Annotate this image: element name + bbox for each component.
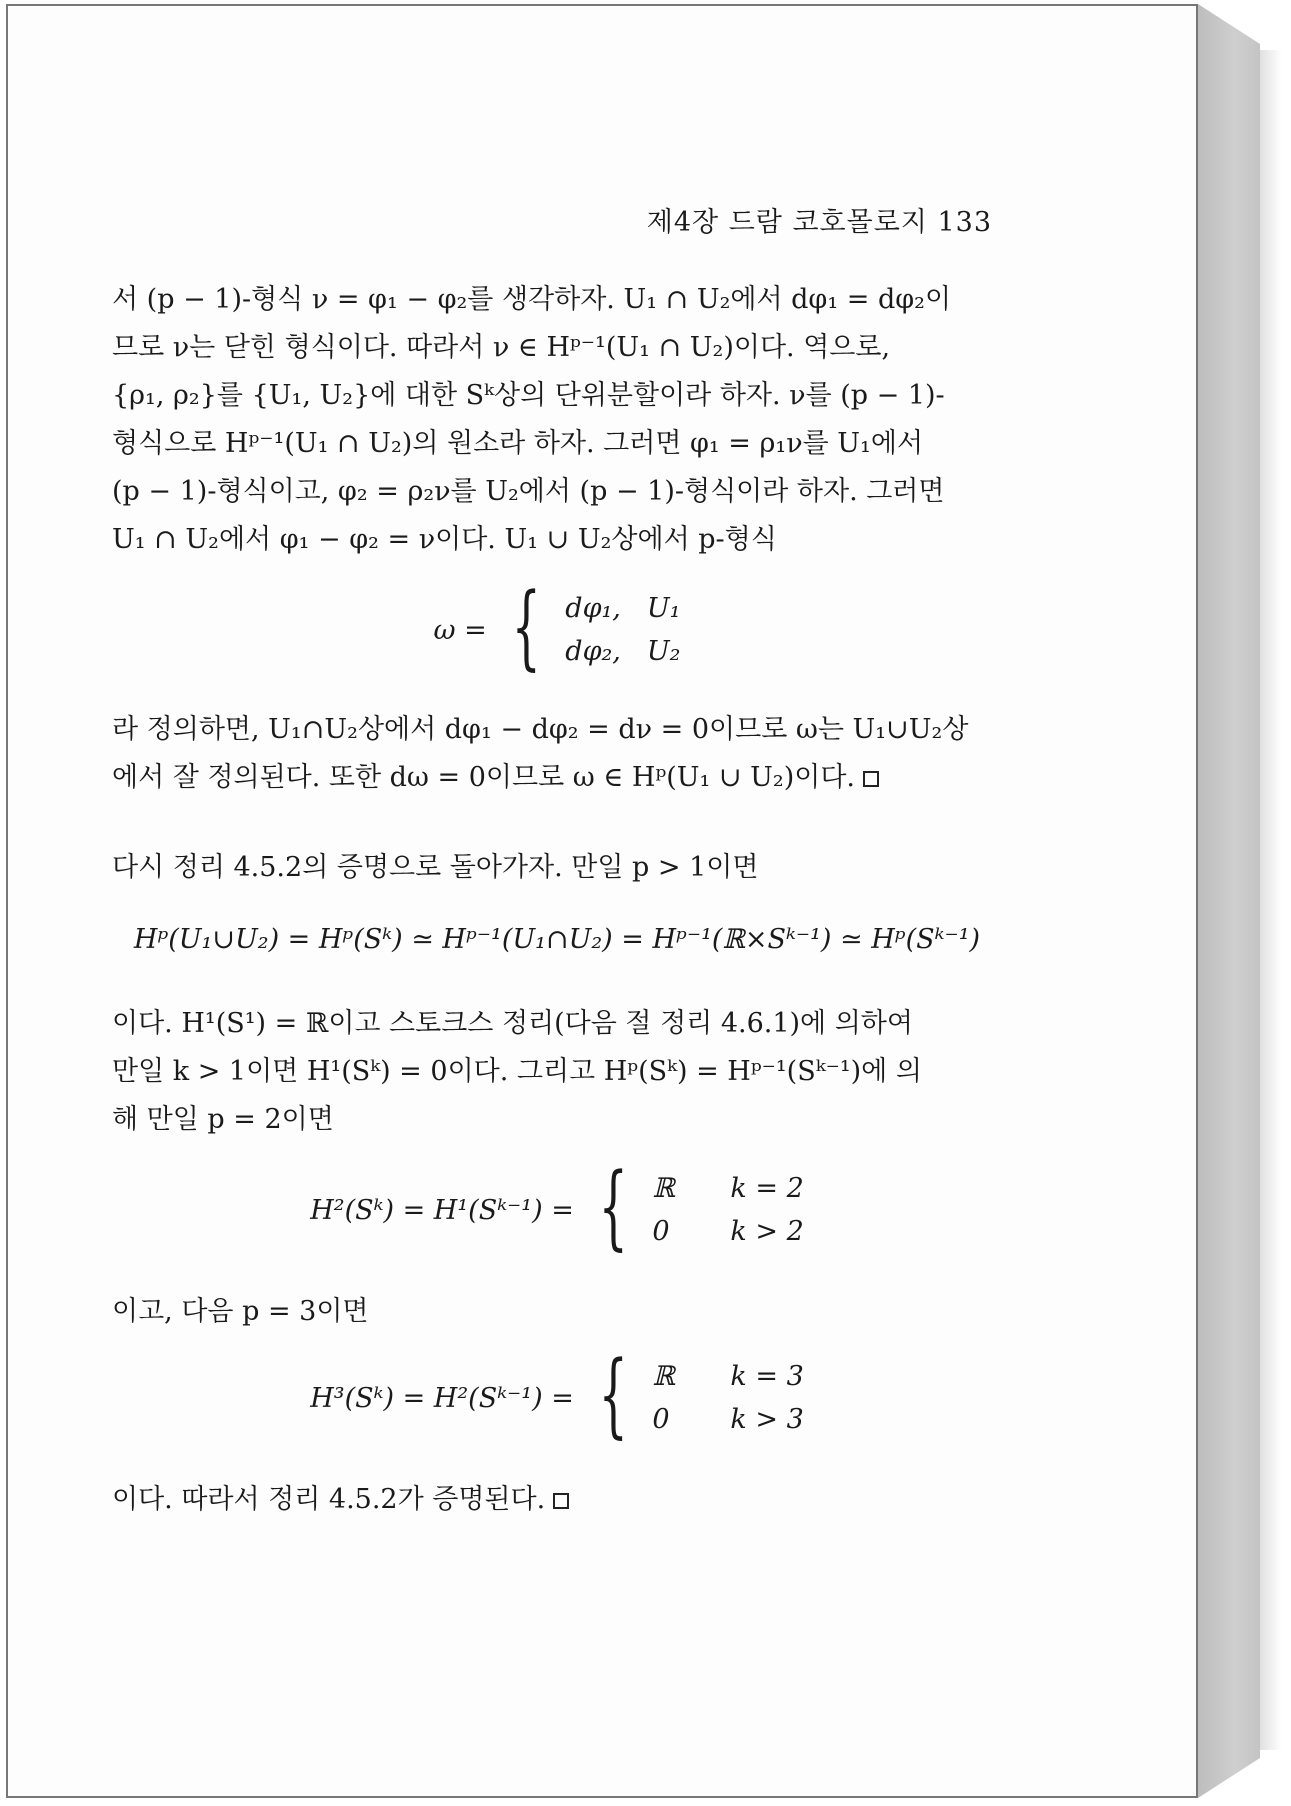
- cases: [652, 1361, 803, 1435]
- case-expr: 0: [652, 1404, 670, 1435]
- book-page: [6, 4, 1198, 1798]
- case-cond: k = 2: [730, 1173, 804, 1204]
- text-line: 라 정의하면, U₁∩U₂상에서 dφ₁ − dφ₂ = dν = 0이므로 ω는 U₁∪U₂상: [112, 714, 969, 745]
- eq-lhs: H²(Sᵏ) = H¹(Sᵏ⁻¹) =: [310, 1194, 574, 1226]
- text-line: U₁ ∩ U₂에서 φ₁ − φ₂ = ν이다. U₁ ∪ U₂상에서 p-형식: [112, 524, 777, 555]
- text-line: 형식으로 Hᵖ⁻¹(U₁ ∩ U₂)의 원소라 하자. 그러면 φ₁ = ρ₁ν를 U₁에서: [112, 428, 924, 459]
- paragraph-5: [112, 1288, 1002, 1336]
- qed-box-icon: [863, 771, 879, 787]
- text-line: 에서 잘 정의된다. 또한 dω = 0이므로 ω ∈ Hᵖ(U₁ ∪ U₂)이다.: [112, 754, 1002, 802]
- case-cond: k = 3: [730, 1361, 804, 1392]
- text-line: 해 만일 p = 2이면: [112, 1104, 334, 1135]
- qed-box-icon: [553, 1493, 569, 1509]
- left-brace: {: [598, 1153, 628, 1260]
- text-line: 이다. 따라서 정리 4.5.2가 증명된다.: [112, 1476, 1002, 1524]
- equation-cohomology-chain: Hᵖ(U₁∪U₂) = Hᵖ(Sᵏ) ≃ Hᵖ⁻¹(U₁∩U₂) = Hᵖ⁻¹(ℝ×Sᵏ⁻¹) ≃ Hᵖ(Sᵏ⁻¹): [133, 924, 981, 955]
- text-line: 만일 k > 1이면 H¹(Sᵏ) = 0이다. 그리고 Hᵖ(Sᵏ) = Hᵖ⁻¹(Sᵏ⁻¹)에 의: [112, 1056, 922, 1087]
- case-expr: dφ₁,: [565, 593, 621, 624]
- eq-lhs: ω =: [433, 614, 487, 646]
- text-line: 서 (p − 1)-형식 ν = φ₁ − φ₂를 생각하자. U₁ ∩ U₂에서 dφ₁ = dφ₂이: [112, 284, 952, 315]
- running-header: 제4장 드람 코호몰로지 133: [646, 207, 992, 238]
- cases: [652, 1173, 803, 1247]
- case-expr: ℝ: [652, 1361, 675, 1392]
- text-line: 다시 정리 4.5.2의 증명으로 돌아가자. 만일 p > 1이면: [112, 852, 759, 883]
- eq-lhs: H³(Sᵏ) = H²(Sᵏ⁻¹) =: [310, 1382, 574, 1414]
- book-spine: [1198, 4, 1260, 1798]
- text-line: 므로 ν는 닫힌 형식이다. 따라서 ν ∈ Hᵖ⁻¹(U₁ ∩ U₂)이다. 역으로,: [112, 332, 891, 363]
- case-cond: k > 3: [730, 1404, 804, 1435]
- case-expr: ℝ: [652, 1173, 675, 1204]
- case-cond: U₁: [646, 593, 681, 624]
- case-expr: 0: [652, 1216, 670, 1247]
- paragraph-3: [112, 844, 1002, 892]
- text-line: 이다. H¹(S¹) = ℝ이고 스토크스 정리(다음 절 정리 4.6.1)에 의하여: [112, 1008, 913, 1039]
- case-cond: U₂: [646, 636, 681, 667]
- equation-omega: [112, 573, 1002, 680]
- case-expr: dφ₂,: [565, 636, 621, 667]
- case-cond: k > 2: [730, 1216, 804, 1247]
- paragraph-4: [112, 1000, 1002, 1144]
- left-brace: {: [598, 1341, 628, 1448]
- spine-shadow: [1260, 50, 1282, 1750]
- text-line: 이고, 다음 p = 3이면: [112, 1296, 369, 1327]
- paragraph-1: [112, 276, 1002, 564]
- text-line: (p − 1)-형식이고, φ₂ = ρ₂ν를 U₂에서 (p − 1)-형식이라 하자. 그러면: [112, 476, 945, 507]
- cases: [565, 593, 680, 667]
- equation-p2: [112, 1153, 1002, 1260]
- equation-p3: [112, 1341, 1002, 1448]
- paragraph-6: [112, 1476, 1002, 1524]
- text-line: {ρ₁, ρ₂}를 {U₁, U₂}에 대한 Sᵏ상의 단위분할이라 하자. ν를 (p − 1)-: [112, 380, 945, 411]
- paragraph-2: [112, 706, 1002, 802]
- left-brace: {: [511, 573, 541, 680]
